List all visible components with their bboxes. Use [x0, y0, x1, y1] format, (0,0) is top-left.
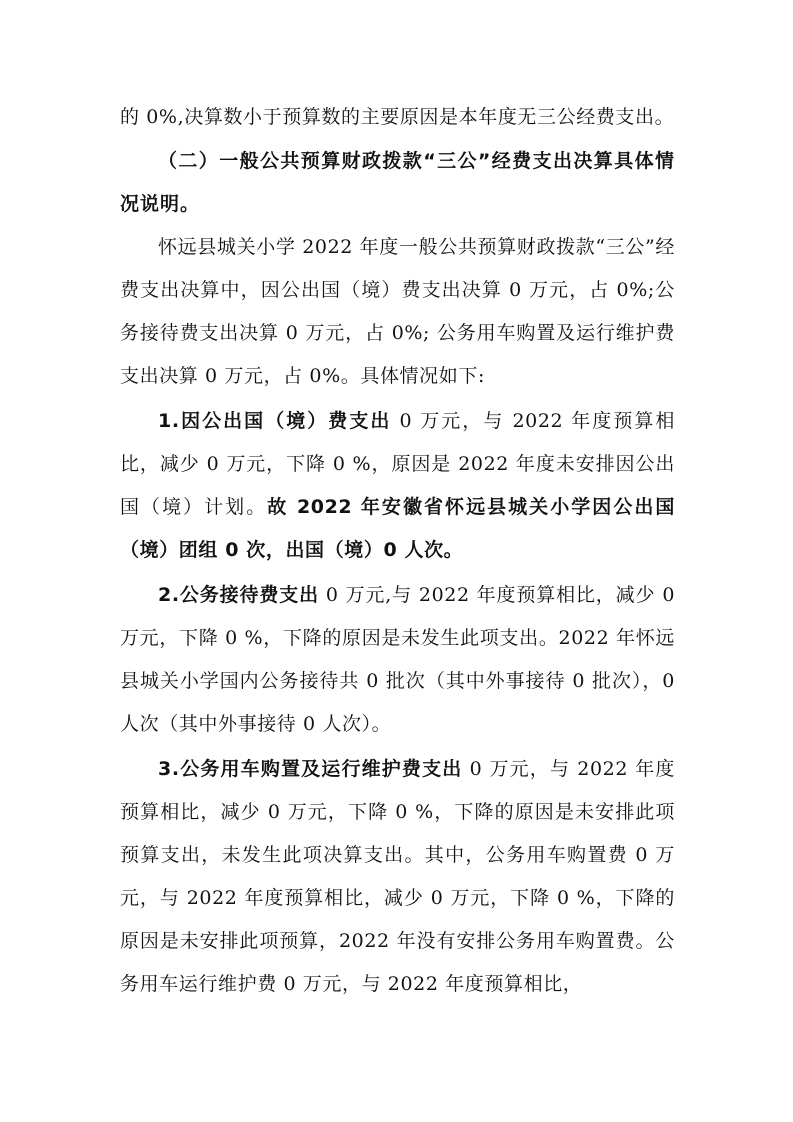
item-1-label: 1.因公出国（境）费支出 [158, 410, 392, 432]
item-2-text: 0 万元,与 2022 年度预算相比，减少 0 万元，下降 0 %，下降的原因是未发生此项支出。2022 年怀远县城关小学国内公务接待共 0 批次（其中外事接待 0 批次），0 人次（其中外事接待 0 人次）。 [120, 584, 676, 735]
item-3-label: 3.公务用车购置及运行维护费支出 [158, 758, 463, 780]
section-heading: （二）一般公共预算财政拨款“三公”经费支出决算具体情况说明。 [120, 150, 675, 215]
item-2-label: 2.公务接待费支出 [158, 584, 319, 606]
item-1-bold-tail: 故 2022 年安徽省怀远县城关小学因公出国（境）团组 0 次，出国（境）0 人次。 [120, 496, 676, 561]
paragraph-summary: 怀远县城关小学 2022 年度一般公共预算财政拨款“三公”经费支出决算中，因公出国（境）费支出决算 0 万元，占 0%;公务接待费支出决算 0 万元，占 0%; 公务用车购置及运行维护费支出决算 0 万元，占 0%。具体情况如下: [120, 236, 675, 387]
item-3-paragraph [120, 748, 675, 1006]
item-1-text: 0 万元，与 2022 年度预算相比，减少 0 万元，下降 0 %，原因是 2022 年度未安排因公出国（境）计划。 [120, 410, 675, 518]
document-body [120, 96, 675, 1006]
paragraph-continuation: 的 0%,决算数小于预算数的主要原因是本年度无三公经费支出。 [120, 106, 675, 128]
item-3-text: 0 万元，与 2022 年度预算相比，减少 0 万元，下降 0 %，下降的原因是未安排此项预算支出，未发生此项决算支出。其中，公务用车购置费 0 万元，与 2022 年度预算相比，减少 0 万元，下降 0 %，下降的原因是未安排此项预算，2022 年没有安排公务用车购置费。公务用车运行维护费 0 万元，与 2022 年度预算相比， [120, 758, 675, 995]
item-1-paragraph [120, 400, 675, 572]
item-2-paragraph [120, 574, 675, 746]
